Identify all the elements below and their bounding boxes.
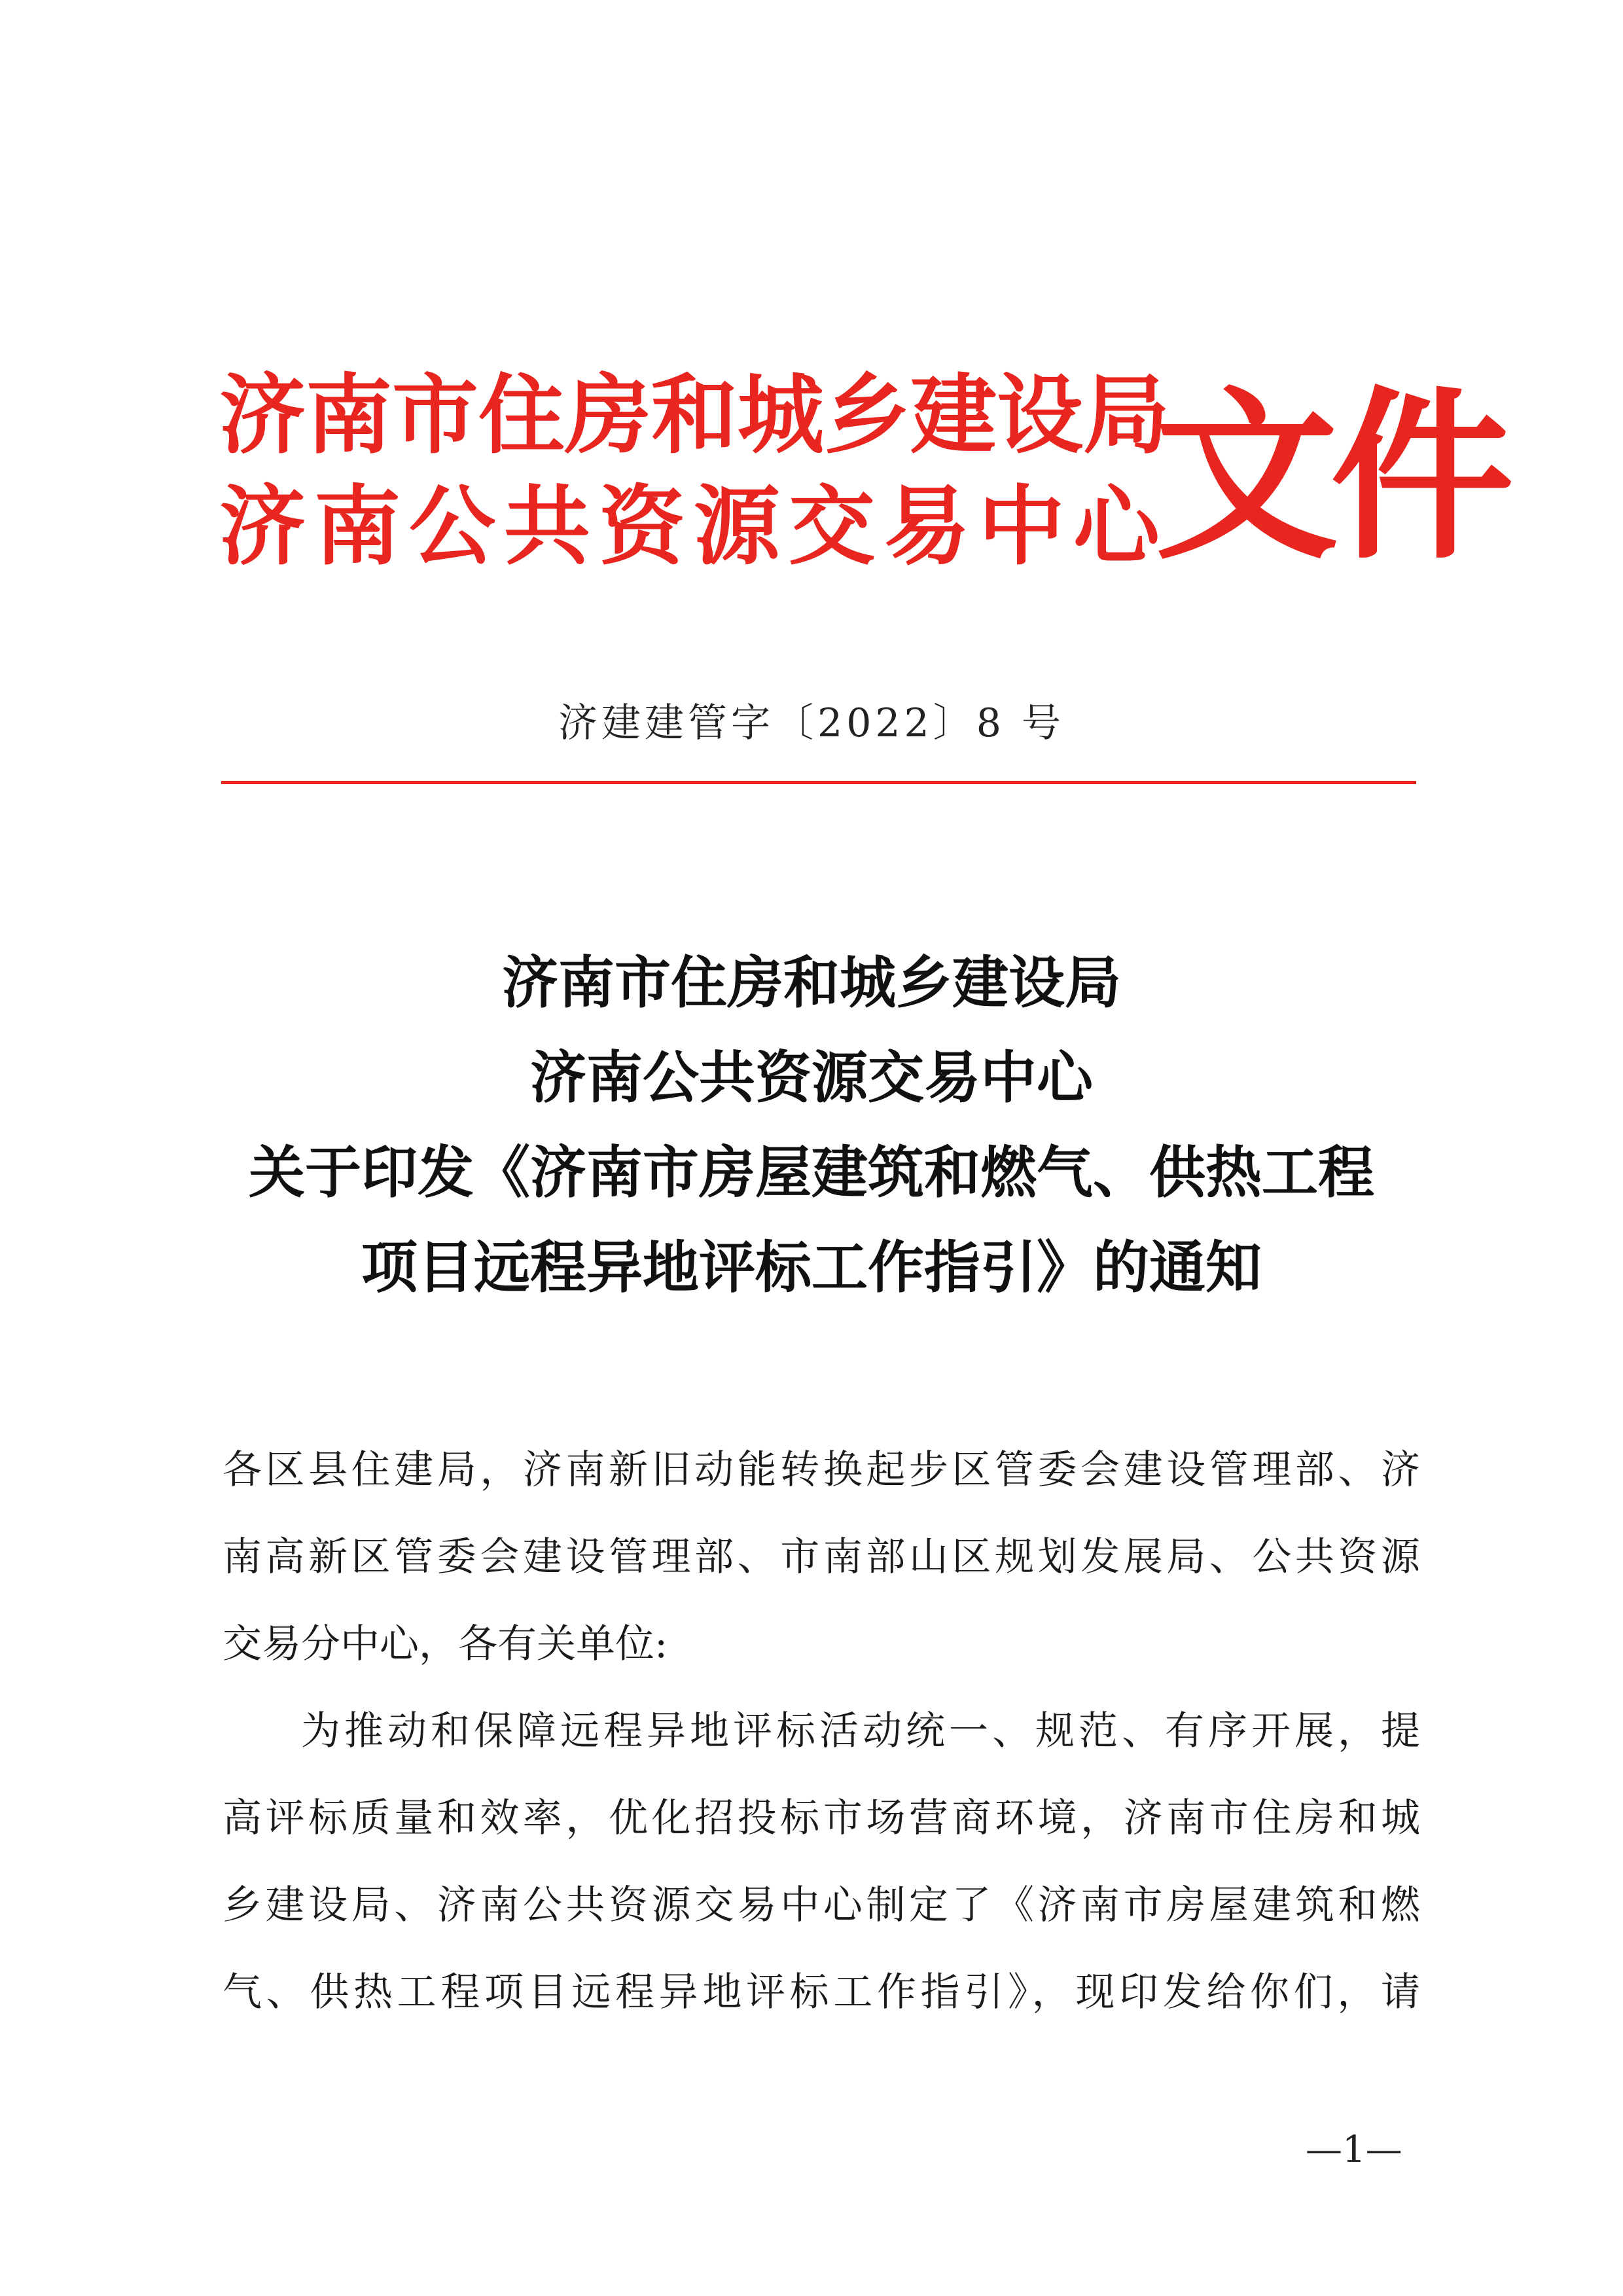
addressee-line: 交易分中心，各有关单位: xyxy=(223,1621,668,1667)
addressee-line: 各区县住建局，济南新旧动能转换起步区管委会建设管理部、济 xyxy=(223,1447,1420,1493)
header-org-line-1: 济南市住房和城乡建设局 xyxy=(219,365,1169,466)
red-divider xyxy=(221,781,1416,784)
paragraph-line: 为推动和保障远程异地评标活动统一、规范、有序开展，提 xyxy=(301,1708,1420,1754)
document-title xyxy=(196,936,1427,1316)
paragraph-line: 气、供热工程项目远程异地评标工作指引》，现印发给你们，请 xyxy=(223,1969,1420,2015)
page-number: —1— xyxy=(1306,2128,1402,2171)
header-suffix: 文件 xyxy=(1155,371,1506,584)
addressee-line: 南高新区管委会建设管理部、市南部山区规划发展局、公共资源 xyxy=(223,1534,1420,1580)
title-line: 项目远程异地评标工作指引》的通知 xyxy=(361,1235,1262,1300)
paragraph-line: 高评标质量和效率，优化招投标市场营商环境，济南市住房和城 xyxy=(223,1795,1420,1841)
document-number: 济建建管字〔2022〕8 号 xyxy=(558,700,1065,746)
document-body xyxy=(223,1427,1420,2036)
paragraph-line: 乡建设局、济南公共资源交易中心制定了《济南市房屋建筑和燃 xyxy=(223,1882,1420,1928)
title-line: 济南市住房和城乡建设局 xyxy=(502,950,1121,1016)
red-header xyxy=(213,353,1506,602)
title-line: 济南公共资源交易中心 xyxy=(530,1045,1093,1111)
header-org-line-2: 济南公共资源交易中心 xyxy=(219,476,1168,577)
title-line: 关于印发《济南市房屋建筑和燃气、供热工程 xyxy=(249,1140,1374,1206)
